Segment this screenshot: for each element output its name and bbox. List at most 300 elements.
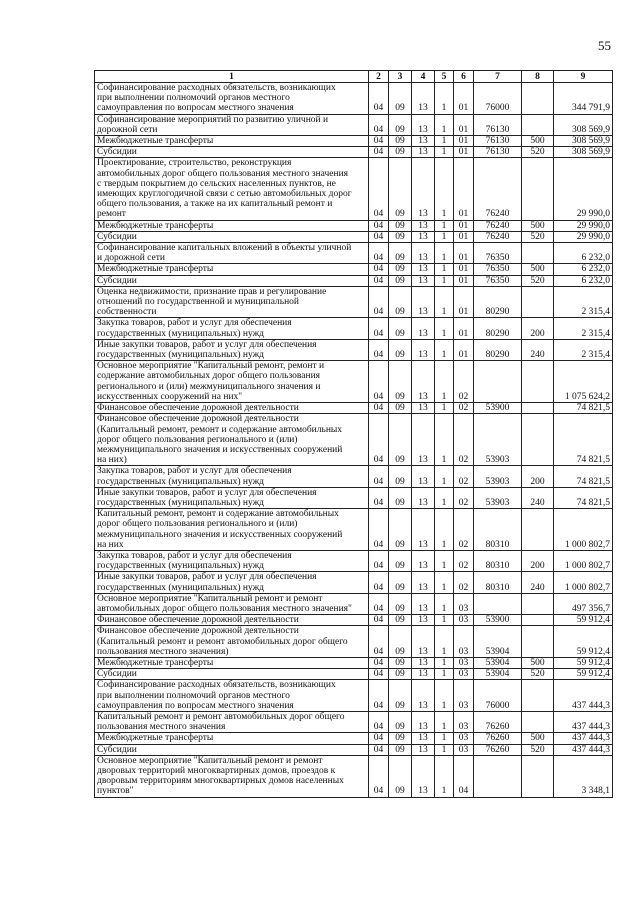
description-cell: Иные закупки товаров, работ и услуг для обеспечения государственных (муниципальных) нужд [95, 487, 369, 508]
table-row [95, 711, 613, 732]
program-code-cell: 13 [412, 158, 435, 220]
subsection-code-cell: 09 [389, 626, 412, 658]
description-cell: Межбюджетные трансферты [95, 264, 369, 275]
event-code-cell: 01 [454, 220, 474, 231]
subsection-code-cell: 09 [389, 680, 412, 712]
expense-type-cell [522, 414, 554, 466]
direction-code-cell: 76350 [474, 275, 522, 286]
subsection-code-cell: 09 [389, 593, 412, 614]
direction-code-cell: 80310 [474, 509, 522, 551]
section-code-cell: 04 [369, 318, 389, 339]
expense-type-cell: 500 [522, 136, 554, 147]
table-row [95, 339, 613, 360]
program-code-cell: 13 [412, 509, 435, 551]
subprogram-code-cell: 1 [435, 733, 454, 744]
program-code-cell: 13 [412, 275, 435, 286]
subsection-code-cell: 09 [389, 275, 412, 286]
table-row [95, 572, 613, 593]
event-code-cell: 01 [454, 231, 474, 242]
description-cell: Оценка недвижимости, признание прав и регулирование отношений по государственной и муниципальной собственности [95, 286, 369, 318]
program-code-cell: 13 [412, 231, 435, 242]
program-code-cell: 13 [412, 220, 435, 231]
subprogram-code-cell: 1 [435, 680, 454, 712]
program-code-cell: 13 [412, 243, 435, 264]
subprogram-code-cell: 1 [435, 318, 454, 339]
section-code-cell: 04 [369, 220, 389, 231]
description-cell: Софинансирование мероприятий по развитию уличной и дорожной сети [95, 114, 369, 135]
expense-type-cell [522, 593, 554, 614]
expense-type-cell [522, 243, 554, 264]
subprogram-code-cell: 1 [435, 755, 454, 797]
expense-type-cell [522, 680, 554, 712]
direction-code-cell [474, 593, 522, 614]
amount-cell: 59 912,4 [554, 669, 613, 680]
subprogram-code-cell: 1 [435, 158, 454, 220]
table-row [95, 158, 613, 220]
subsection-code-cell: 09 [389, 414, 412, 466]
amount-cell: 308 569,9 [554, 114, 613, 135]
description-cell: Проектирование, строительство, реконструкция автомобильных дорог общего пользования местного значения с твердым покрытием до сельских населенных пунктов, не имеющих круглогодичной связи с сетью автомобильных дорог общего пользования, а также на их капитальный ремонт и ремонт [95, 158, 369, 220]
description-cell: Софинансирование расходных обязательств, возникающих при выполнении полномочий органов местного самоуправления по вопросам местного значения [95, 83, 369, 115]
table-row [95, 264, 613, 275]
table-row [95, 487, 613, 508]
subsection-code-cell: 09 [389, 669, 412, 680]
expense-type-cell: 500 [522, 657, 554, 668]
event-code-cell: 03 [454, 744, 474, 755]
table-row [95, 147, 613, 158]
event-code-cell: 03 [454, 593, 474, 614]
event-code-cell: 02 [454, 550, 474, 571]
event-code-cell: 01 [454, 339, 474, 360]
expense-type-cell [522, 711, 554, 732]
program-code-cell: 13 [412, 114, 435, 135]
subprogram-code-cell: 1 [435, 466, 454, 487]
event-code-cell: 03 [454, 711, 474, 732]
description-cell: Основное мероприятие "Капитальный ремонт, ремонт и содержание автомобильных дорог общего пользования регионального и (или) межмуниципального значения и искусственных сооружений на них" [95, 361, 369, 403]
subprogram-code-cell: 1 [435, 264, 454, 275]
section-code-cell: 04 [369, 414, 389, 466]
direction-code-cell: 53903 [474, 414, 522, 466]
program-code-cell: 13 [412, 147, 435, 158]
section-code-cell: 04 [369, 680, 389, 712]
direction-code-cell: 76240 [474, 158, 522, 220]
amount-cell: 437 444,3 [554, 733, 613, 744]
program-code-cell: 13 [412, 286, 435, 318]
event-code-cell: 03 [454, 657, 474, 668]
subsection-code-cell: 09 [389, 147, 412, 158]
table-row [95, 403, 613, 414]
subprogram-code-cell: 1 [435, 615, 454, 626]
description-cell: Субсидии [95, 231, 369, 242]
expense-type-cell: 200 [522, 466, 554, 487]
expense-type-cell [522, 83, 554, 115]
header-col-6: 6 [454, 71, 474, 83]
section-code-cell: 04 [369, 231, 389, 242]
direction-code-cell: 80310 [474, 572, 522, 593]
table-row [95, 680, 613, 712]
event-code-cell: 01 [454, 243, 474, 264]
subsection-code-cell: 09 [389, 733, 412, 744]
direction-code-cell: 53900 [474, 615, 522, 626]
description-cell: Межбюджетные трансферты [95, 733, 369, 744]
table-row [95, 669, 613, 680]
amount-cell: 74 821,5 [554, 466, 613, 487]
expense-type-cell [522, 626, 554, 658]
description-cell: Закупка товаров, работ и услуг для обеспечения государственных (муниципальных) нужд [95, 550, 369, 571]
direction-code-cell: 76000 [474, 83, 522, 115]
direction-code-cell [474, 755, 522, 797]
direction-code-cell [474, 361, 522, 403]
section-code-cell: 04 [369, 466, 389, 487]
direction-code-cell: 76260 [474, 733, 522, 744]
amount-cell: 308 569,9 [554, 136, 613, 147]
event-code-cell: 01 [454, 275, 474, 286]
amount-cell: 437 444,3 [554, 744, 613, 755]
table-row [95, 318, 613, 339]
section-code-cell: 04 [369, 361, 389, 403]
amount-cell: 344 791,9 [554, 83, 613, 115]
header-col-1: 1 [95, 71, 369, 83]
subsection-code-cell: 09 [389, 744, 412, 755]
subsection-code-cell: 09 [389, 403, 412, 414]
direction-code-cell: 76260 [474, 711, 522, 732]
direction-code-cell: 76130 [474, 136, 522, 147]
amount-cell: 6 232,0 [554, 243, 613, 264]
subsection-code-cell: 09 [389, 755, 412, 797]
event-code-cell: 02 [454, 361, 474, 403]
header-col-9: 9 [554, 71, 613, 83]
subsection-code-cell: 09 [389, 487, 412, 508]
section-code-cell: 04 [369, 572, 389, 593]
event-code-cell: 01 [454, 286, 474, 318]
header-col-4: 4 [412, 71, 435, 83]
direction-code-cell: 80290 [474, 286, 522, 318]
program-code-cell: 13 [412, 593, 435, 614]
amount-cell: 74 821,5 [554, 414, 613, 466]
section-code-cell: 04 [369, 264, 389, 275]
direction-code-cell: 76130 [474, 147, 522, 158]
subsection-code-cell: 09 [389, 509, 412, 551]
expense-type-cell [522, 615, 554, 626]
expense-type-cell: 240 [522, 572, 554, 593]
section-code-cell: 04 [369, 626, 389, 658]
amount-cell: 2 315,4 [554, 339, 613, 360]
subprogram-code-cell: 1 [435, 572, 454, 593]
amount-cell: 2 315,4 [554, 286, 613, 318]
expense-type-cell [522, 114, 554, 135]
expense-type-cell: 200 [522, 318, 554, 339]
section-code-cell: 04 [369, 339, 389, 360]
table-row [95, 231, 613, 242]
subsection-code-cell: 09 [389, 711, 412, 732]
expense-type-cell: 500 [522, 733, 554, 744]
amount-cell: 1 000 802,7 [554, 572, 613, 593]
program-code-cell: 13 [412, 487, 435, 508]
subprogram-code-cell: 1 [435, 147, 454, 158]
subprogram-code-cell: 1 [435, 361, 454, 403]
direction-code-cell: 53904 [474, 626, 522, 658]
amount-cell: 29 990,0 [554, 231, 613, 242]
event-code-cell: 01 [454, 136, 474, 147]
event-code-cell: 02 [454, 509, 474, 551]
section-code-cell: 04 [369, 711, 389, 732]
program-code-cell: 13 [412, 339, 435, 360]
subsection-code-cell: 09 [389, 264, 412, 275]
direction-code-cell: 53903 [474, 466, 522, 487]
event-code-cell: 04 [454, 755, 474, 797]
event-code-cell: 03 [454, 615, 474, 626]
subprogram-code-cell: 1 [435, 220, 454, 231]
subprogram-code-cell: 1 [435, 669, 454, 680]
expense-type-cell: 240 [522, 339, 554, 360]
description-cell: Межбюджетные трансферты [95, 220, 369, 231]
subprogram-code-cell: 1 [435, 657, 454, 668]
amount-cell: 6 232,0 [554, 275, 613, 286]
table-row [95, 83, 613, 115]
expense-type-cell [522, 158, 554, 220]
subprogram-code-cell: 1 [435, 626, 454, 658]
header-col-3: 3 [389, 71, 412, 83]
subprogram-code-cell: 1 [435, 403, 454, 414]
program-code-cell: 13 [412, 755, 435, 797]
subsection-code-cell: 09 [389, 286, 412, 318]
program-code-cell: 13 [412, 466, 435, 487]
expense-type-cell [522, 361, 554, 403]
description-cell: Основное мероприятие "Капитальный ремонт и ремонт дворовых территорий многоквартирных домов, проездов к дворовым территориям многоквартирных домов населенных пунктов" [95, 755, 369, 797]
amount-cell: 1 075 624,2 [554, 361, 613, 403]
expense-type-cell [522, 509, 554, 551]
description-cell: Финансовое обеспечение дорожной деятельности (Капитальный ремонт и ремонт автомобильных дорог общего пользования местного значения) [95, 626, 369, 658]
section-code-cell: 04 [369, 158, 389, 220]
direction-code-cell: 76240 [474, 231, 522, 242]
expense-type-cell: 500 [522, 264, 554, 275]
direction-code-cell: 76130 [474, 114, 522, 135]
event-code-cell: 02 [454, 466, 474, 487]
program-code-cell: 13 [412, 711, 435, 732]
program-code-cell: 13 [412, 136, 435, 147]
direction-code-cell: 53904 [474, 657, 522, 668]
table-row [95, 509, 613, 551]
table-row [95, 626, 613, 658]
section-code-cell: 04 [369, 136, 389, 147]
section-code-cell: 04 [369, 657, 389, 668]
description-cell: Закупка товаров, работ и услуг для обеспечения государственных (муниципальных) нужд [95, 466, 369, 487]
description-cell: Финансовое обеспечение дорожной деятельности (Капитальный ремонт, ремонт и содержание автомобильных дорог общего пользования регионального и (или) межмуниципального значения и искусственных сооружений на них) [95, 414, 369, 466]
amount-cell: 74 821,5 [554, 403, 613, 414]
section-code-cell: 04 [369, 550, 389, 571]
amount-cell: 497 356,7 [554, 593, 613, 614]
direction-code-cell: 80290 [474, 318, 522, 339]
program-code-cell: 13 [412, 264, 435, 275]
event-code-cell: 02 [454, 572, 474, 593]
subprogram-code-cell: 1 [435, 593, 454, 614]
expense-type-cell: 520 [522, 231, 554, 242]
header-col-5: 5 [435, 71, 454, 83]
subsection-code-cell: 09 [389, 550, 412, 571]
table-row [95, 275, 613, 286]
description-cell: Субсидии [95, 669, 369, 680]
program-code-cell: 13 [412, 626, 435, 658]
expense-type-cell [522, 403, 554, 414]
program-code-cell: 13 [412, 403, 435, 414]
description-cell: Капитальный ремонт и ремонт автомобильных дорог общего пользования местного значения [95, 711, 369, 732]
description-cell: Софинансирование капитальных вложений в объекты уличной и дорожной сети [95, 243, 369, 264]
table-row [95, 220, 613, 231]
description-cell: Капитальный ремонт, ремонт и содержание автомобильных дорог общего пользования регионального и (или) межмуниципального значения и искусственных сооружений на них [95, 509, 369, 551]
table-row [95, 114, 613, 135]
subprogram-code-cell: 1 [435, 243, 454, 264]
program-code-cell: 13 [412, 744, 435, 755]
section-code-cell: 04 [369, 243, 389, 264]
direction-code-cell: 76260 [474, 744, 522, 755]
amount-cell: 1 000 802,7 [554, 550, 613, 571]
section-code-cell: 04 [369, 593, 389, 614]
section-code-cell: 04 [369, 669, 389, 680]
subprogram-code-cell: 1 [435, 275, 454, 286]
description-cell: Основное мероприятие "Капитальный ремонт и ремонт автомобильных дорог общего пользования местного значения" [95, 593, 369, 614]
table-row [95, 466, 613, 487]
table-row [95, 615, 613, 626]
program-code-cell: 13 [412, 615, 435, 626]
subsection-code-cell: 09 [389, 318, 412, 339]
description-cell: Иные закупки товаров, работ и услуг для обеспечения государственных (муниципальных) нужд [95, 339, 369, 360]
event-code-cell: 03 [454, 733, 474, 744]
subsection-code-cell: 09 [389, 361, 412, 403]
description-cell: Софинансирование расходных обязательств, возникающих при выполнении полномочий органов местного самоуправления по вопросам местного значения [95, 680, 369, 712]
direction-code-cell: 76000 [474, 680, 522, 712]
subsection-code-cell: 09 [389, 615, 412, 626]
event-code-cell: 01 [454, 147, 474, 158]
event-code-cell: 01 [454, 158, 474, 220]
table-row [95, 744, 613, 755]
description-cell: Субсидии [95, 744, 369, 755]
subsection-code-cell: 09 [389, 83, 412, 115]
description-cell: Финансовое обеспечение дорожной деятельности [95, 615, 369, 626]
subprogram-code-cell: 1 [435, 83, 454, 115]
program-code-cell: 13 [412, 550, 435, 571]
subsection-code-cell: 09 [389, 572, 412, 593]
header-col-7: 7 [474, 71, 522, 83]
program-code-cell: 13 [412, 318, 435, 339]
table-row [95, 657, 613, 668]
amount-cell: 6 232,0 [554, 264, 613, 275]
expense-type-cell [522, 755, 554, 797]
section-code-cell: 04 [369, 509, 389, 551]
description-cell: Межбюджетные трансферты [95, 136, 369, 147]
direction-code-cell: 53904 [474, 669, 522, 680]
description-cell: Иные закупки товаров, работ и услуг для обеспечения государственных (муниципальных) нужд [95, 572, 369, 593]
section-code-cell: 04 [369, 286, 389, 318]
table-row [95, 136, 613, 147]
event-code-cell: 03 [454, 669, 474, 680]
table-row [95, 361, 613, 403]
event-code-cell: 01 [454, 114, 474, 135]
section-code-cell: 04 [369, 755, 389, 797]
description-cell: Закупка товаров, работ и услуг для обеспечения государственных (муниципальных) нужд [95, 318, 369, 339]
program-code-cell: 13 [412, 733, 435, 744]
subprogram-code-cell: 1 [435, 509, 454, 551]
amount-cell: 437 444,3 [554, 680, 613, 712]
direction-code-cell: 76240 [474, 220, 522, 231]
description-cell: Субсидии [95, 275, 369, 286]
amount-cell: 59 912,4 [554, 626, 613, 658]
amount-cell: 3 348,1 [554, 755, 613, 797]
subprogram-code-cell: 1 [435, 136, 454, 147]
header-col-2: 2 [369, 71, 389, 83]
amount-cell: 74 821,5 [554, 487, 613, 508]
amount-cell: 2 315,4 [554, 318, 613, 339]
table-row [95, 733, 613, 744]
subsection-code-cell: 09 [389, 158, 412, 220]
expense-type-cell [522, 286, 554, 318]
subprogram-code-cell: 1 [435, 550, 454, 571]
section-code-cell: 04 [369, 275, 389, 286]
program-code-cell: 13 [412, 414, 435, 466]
section-code-cell: 04 [369, 403, 389, 414]
event-code-cell: 02 [454, 403, 474, 414]
amount-cell: 29 990,0 [554, 220, 613, 231]
expense-type-cell: 500 [522, 220, 554, 231]
program-code-cell: 13 [412, 361, 435, 403]
section-code-cell: 04 [369, 83, 389, 115]
subprogram-code-cell: 1 [435, 286, 454, 318]
expense-type-cell: 240 [522, 487, 554, 508]
event-code-cell: 01 [454, 318, 474, 339]
expense-type-cell: 200 [522, 550, 554, 571]
direction-code-cell: 76350 [474, 243, 522, 264]
direction-code-cell: 53900 [474, 403, 522, 414]
expense-type-cell: 520 [522, 147, 554, 158]
section-code-cell: 04 [369, 114, 389, 135]
subprogram-code-cell: 1 [435, 711, 454, 732]
subprogram-code-cell: 1 [435, 744, 454, 755]
event-code-cell: 03 [454, 626, 474, 658]
program-code-cell: 13 [412, 572, 435, 593]
amount-cell: 308 569,9 [554, 147, 613, 158]
header-col-8: 8 [522, 71, 554, 83]
subprogram-code-cell: 1 [435, 231, 454, 242]
subprogram-code-cell: 1 [435, 339, 454, 360]
expense-type-cell: 520 [522, 275, 554, 286]
direction-code-cell: 80290 [474, 339, 522, 360]
program-code-cell: 13 [412, 680, 435, 712]
amount-cell: 59 912,4 [554, 615, 613, 626]
subsection-code-cell: 09 [389, 220, 412, 231]
expense-type-cell: 520 [522, 744, 554, 755]
direction-code-cell: 76350 [474, 264, 522, 275]
section-code-cell: 04 [369, 487, 389, 508]
table-row [95, 286, 613, 318]
event-code-cell: 01 [454, 83, 474, 115]
subsection-code-cell: 09 [389, 231, 412, 242]
budget-table [94, 70, 613, 798]
subprogram-code-cell: 1 [435, 414, 454, 466]
amount-cell: 437 444,3 [554, 711, 613, 732]
page-number: 55 [598, 38, 611, 53]
event-code-cell: 03 [454, 680, 474, 712]
subsection-code-cell: 09 [389, 339, 412, 360]
section-code-cell: 04 [369, 147, 389, 158]
section-code-cell: 04 [369, 733, 389, 744]
subsection-code-cell: 09 [389, 466, 412, 487]
description-cell: Субсидии [95, 147, 369, 158]
table-row [95, 755, 613, 797]
description-cell: Финансовое обеспечение дорожной деятельности [95, 403, 369, 414]
subsection-code-cell: 09 [389, 243, 412, 264]
event-code-cell: 01 [454, 264, 474, 275]
table-header-row [95, 71, 613, 83]
program-code-cell: 13 [412, 669, 435, 680]
